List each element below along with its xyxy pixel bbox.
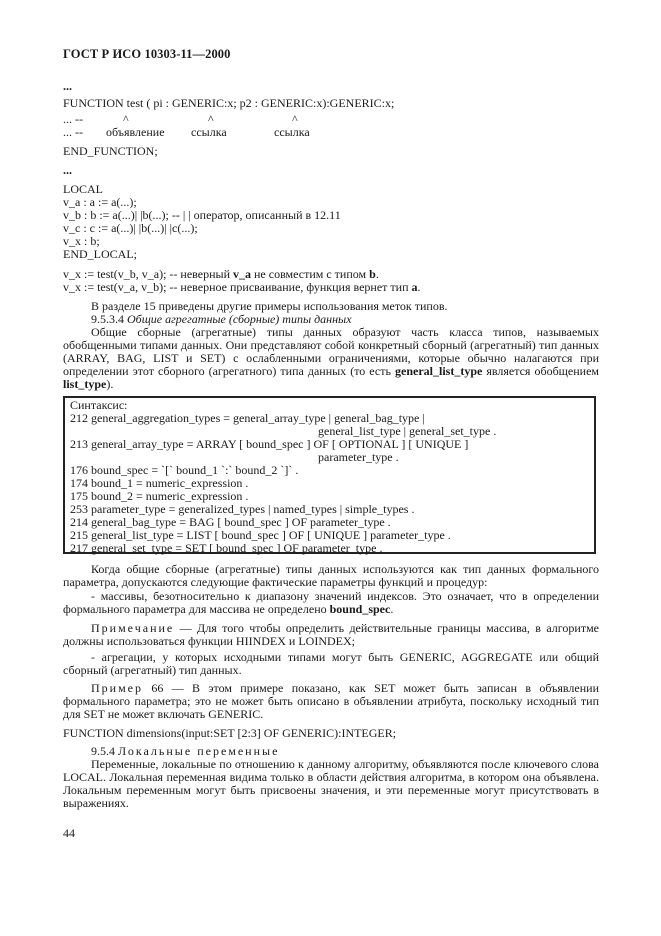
paragraph-formal-parameter [63,563,599,589]
code-function-test: FUNCTION test ( pi : GENERIC:x; p2 : GENERIC:x):GENERIC:x; [63,96,395,110]
local-line: v_a : a := a(...); [63,195,137,209]
syntax-rule: 176 bound_spec = `[` bound_1 `:` bound_2 `]` . [70,463,299,477]
document-header: ГОСТ Р ИСО 10303-11—2000 [63,47,231,61]
assign-line-1-text: v_x := test(v_b, v_a); -- неверный [63,267,233,281]
code-end-function: END_FUNCTION; [63,144,158,158]
syntax-rule: 212 general_aggregation_types = general_array_type | general_bag_type | [70,411,425,425]
syntax-rule: 217 general_set_type = SET [ bound_spec ] OF parameter_type . [70,541,383,555]
local-line: v_c : c := a(...)| |b(...)| |c(...); [63,221,198,235]
paragraph-arrays [63,590,599,616]
syntax-rule: 174 bound_1 = numeric_expression . [70,476,249,490]
local-line: v_x : b; [63,234,100,248]
code-label-row-prefix: ... -- [63,125,83,139]
assign-line-2-end: . [417,280,421,294]
local-line: v_b : b := a(...)| |b(...); -- | | оператор, описанный в 12.11 [63,208,341,222]
code-caret-reference-2: ^ [292,112,298,126]
syntax-box [63,396,596,554]
paragraph-general-aggregates [63,326,599,391]
paragraph-text: является обобщением [482,364,600,379]
syntax-rule-continuation: general_list_type | general_set_type . [318,424,497,438]
syntax-rule: 215 general_list_type = LIST [ bound_spec ] OF [ UNIQUE ] parameter_type . [70,528,451,542]
section-title: Локальные переменные [118,744,280,758]
assign-line-1-type: b [369,267,376,281]
syntax-label: Синтаксис: [70,398,128,412]
code-label-declaration: объявление [106,125,165,139]
local-line: LOCAL [63,182,103,196]
assign-line-1-mid: не совместим с типом [251,267,370,281]
example-paragraph [63,682,599,721]
note-label: Примечание [91,621,175,635]
paragraph-text: Переменные, локальные по отношению к данному алгоритму, объявляются после ключевого слова LOCAL. Локальная переменная видима только в области действия алгоритма, в котором она объявлена. Локальным переменным могут быть присвоены значения, и эти переменные могут присутствовать в выражениях. [63,757,599,811]
assign-line-1-var: v_a [233,267,251,281]
term-list-type: list_type [63,377,107,392]
page-number: 44 [63,826,75,840]
term-general-list-type: general_list_type [395,364,483,379]
paragraph-text: ). [106,377,114,392]
syntax-rule: 214 general_bag_type = BAG [ bound_spec ] OF parameter_type . [70,515,391,529]
note-paragraph [63,622,599,648]
code-ellipsis: ... [63,163,72,177]
paragraph-text: Когда общие сборные (агрегатные) типы данных используются как тип данных формального параметра, допускаются следующие фактические параметры функций и процедур: [63,562,599,590]
syntax-rule: 253 parameter_type = generalized_types | named_types | simple_types . [70,502,415,516]
code-caret-reference-1: ^ [208,112,214,126]
note-text: — Для того чтобы определить действительные границы массива, в алгоритме должны использоваться функции HIINDEX и LOINDEX; [63,621,599,649]
syntax-rule: 213 general_array_type = ARRAY [ bound_spec ] OF [ OPTIONAL ] [ UNIQUE ] [70,437,469,451]
section-number: 9.5.4 [91,744,115,758]
code-dots-row: ... -- [63,112,83,126]
local-line: END_LOCAL; [63,247,137,261]
syntax-rule: 175 bound_2 = numeric_expression . [70,489,249,503]
code-label-reference-1: ссылка [191,125,227,139]
code-ellipsis: ... [63,79,72,93]
code-label-reference-2: ссылка [274,125,310,139]
term-bound-spec: bound_spec [329,602,391,617]
paragraph-text: - агрегации, у которых исходными типами могут быть GENERIC, AGGREGATE или общий сборный (агрегатный) тип данных. [63,650,599,678]
assign-line-2 [63,281,421,294]
section-number: 9.5.3.4 [91,312,124,326]
paragraph-local-variables [63,758,599,810]
section-title: Общие агрегатные (сборные) типы данных [127,312,352,326]
paragraph-text: - массивы, безотносительно к диапазону значений индексов. Это означает, что в определении формального параметра для массива не определено [63,589,599,617]
assign-line-2-type: a [411,280,418,294]
paragraph-aggregations [63,651,599,677]
paragraph-examples: В разделе 15 приведены другие примеры использования меток типов. [91,299,448,313]
syntax-rule-continuation: parameter_type . [318,450,399,464]
paragraph-text: . [390,602,394,617]
code-function-dimensions: FUNCTION dimensions(input:SET [2:3] OF GENERIC):INTEGER; [63,726,397,740]
example-label: Пример [91,681,144,695]
code-caret-declaration: ^ [123,112,129,126]
example-text: 66 — В этом примере показано, как SET может быть записан в объявлении формального параметра; это не может быть описано в объявлении атрибута, поскольку исходный тип для SET не может включать GENERIC. [63,681,599,722]
assign-line-1-end: . [375,267,379,281]
paragraph-text: Общие сборные (агрегатные) типы данных образуют часть класса типов, называемых обобщенными типами данных. Они представляют собой конкретный сборный (агрегатный) тип данных (ARRAY, BAG, LIST и SET) с ослабленными ограничениями, которые обычно налагаются при определении этот сборного (агрегатного) типа данных (то есть [63,325,599,379]
assign-line-2-text: v_x := test(v_a, v_b); -- неверное присваивание, функция вернет тип [63,280,412,294]
